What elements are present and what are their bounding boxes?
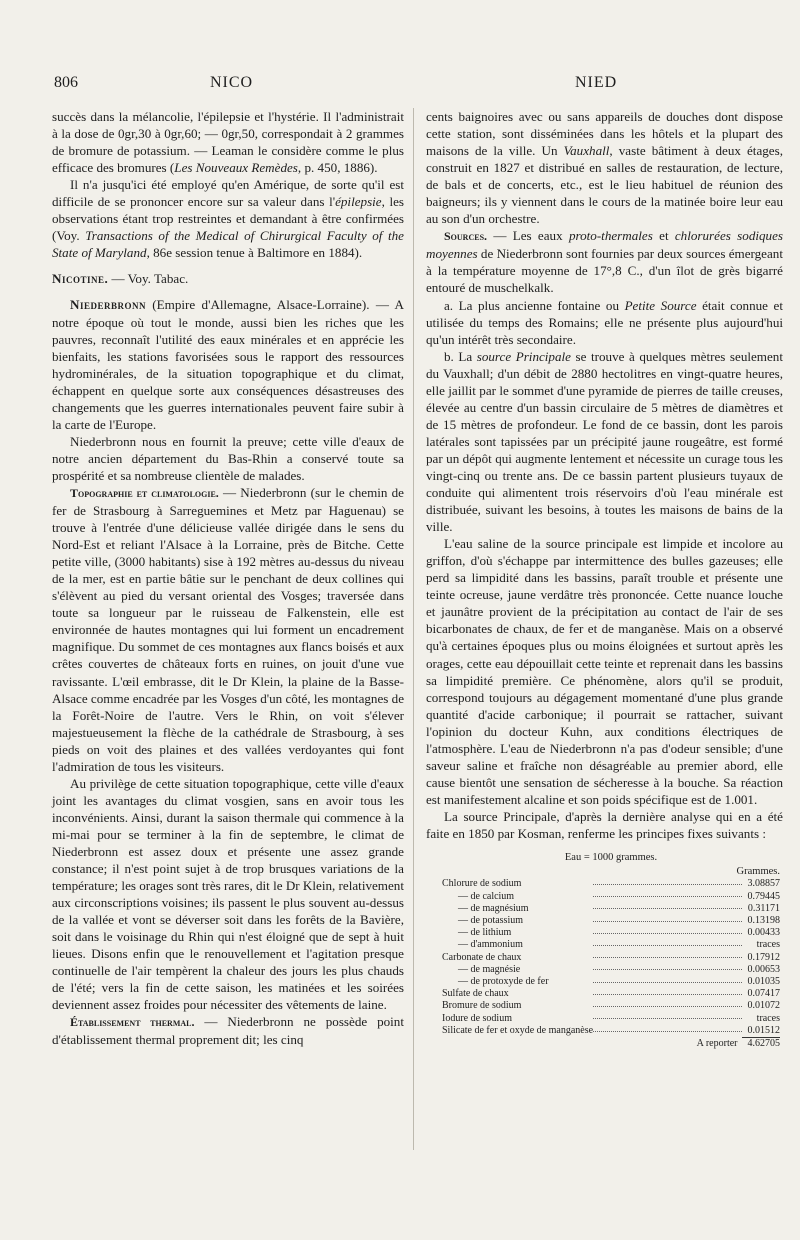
entry-niederbronn: Niederbronn (Empire d'Allemagne, Alsace-Lorraine). — A notre époque où tout le monde, aussi bien les riches que les pauvres, reconnaît l'utilité des eaux minérales et en apprécie les bienfaits, les stations favorisées sous le rapport des ressources hydrominérales, de la situation topographique et du climat, échappent en quelque sorte aux conséquences désastreuses des changements que les guerres internationales peuvent faire subir à la carte de l'Europe. <box>52 297 404 432</box>
leader-dots <box>593 921 741 922</box>
composition-row <box>442 878 780 890</box>
composition-leader-dots <box>593 1000 741 1012</box>
composition-substance: — de calcium <box>458 890 515 902</box>
composition-row <box>442 976 780 988</box>
paragraph-preuve: Niederbronn nous en fournit la preuve; cette ville d'eaux de notre ancien département du Bas-Rhin a conservé toute sa prospérité et sa nombreuse clientèle de malades. <box>52 433 404 483</box>
composition-substance: Iodure de sodium <box>442 1012 512 1024</box>
paragraph-amerique: Il n'a jusqu'ici été employé qu'en Amérique, de sorte qu'il est difficile de se prononcer encore sur sa valeur dans l'épilepsie, les observations étant trop restreintes et demandant à être confirmées (Voy. Transactions of the Medical of Chirurgical Faculty of the State of Maryland, 86e session tenue à Baltimore en 1884). <box>52 177 404 261</box>
composition-substance: — d'ammonium <box>458 939 523 951</box>
composition-row <box>442 988 780 1000</box>
section-topographie: Topographie et climatologie. — Niederbronn (sur le chemin de fer de Strasbourg à Sarreguemines et Metz par Haguenau) se trouve à l'entrée d'une délicieuse vallée dirigée dans le sens du Nord-Est et reliant l'Alsace à la Lorraine, près de Bitche. Cette petite ville, (3000 habitants) sise à 192 mètres au-dessus du niveau de la mer, est en partie bâtie sur le penchant de deux collines qui s'élèvent au pied du versant oriental des Vosges; traversée dans toute sa longueur par le ruisseau de Falkenstein, elle est environnée de hautes montagnes qui lui forment un encadrement magnifique. Du sommet de ces montagnes aux flancs boisés et aux crêtes couvertes de châteaux forts en ruines, on jouit d'une vue ravissante. L'œil embrasse, dit le Dr Klein, la plaine de la Basse-Alsace comme encadrée par les Vosges d'un côté, les montagnes de la Forêt-Noire de l'autre. Vers le Rhin, on voit s'élever majestueusement la flèche de la cathédrale de Strasbourg, à ses pieds on voit des plaines et des vallées verdoyantes qui font l'admiration de tous les visiteurs. <box>52 484 405 774</box>
composition-row <box>442 952 780 964</box>
composition-row <box>442 1025 780 1038</box>
composition-substance: Carbonate de chaux <box>442 951 522 963</box>
composition-value: 0.01035 <box>747 976 780 988</box>
leader-dots <box>593 945 741 946</box>
paragraph-source-principale: b. La source Principale se trouve à quelques mètres seulement du Vauxhall; d'un débit de 2880 hectolitres en vingt-quatre heures, elle jaillit par le sommet d'une pyramide de pierres de taille creuses, élevée au centre d'un bassin circulaire de 5 mètres de diamètres et de 15 mètres de profondeur. Le fond de ce bassin, dont les parois latérales sont tapissées par un précipité jaune rougeâtre, est formé par un dépôt qui augmente lentement et nécessite un curage tous les vingt-cinq ou trente ans. De ce bassin partent plusieurs tuyaux de conduite qui alimentent trois réservoirs d'où l'eau minérale est distribuée, suivant les besoins, à toutes les maisons de bains de la ville. <box>426 348 783 535</box>
leader-dots <box>593 1006 741 1007</box>
composition-total-value: 4.62705 <box>742 1038 781 1051</box>
composition-leader-dots <box>593 927 741 939</box>
composition-value: 0.31171 <box>747 902 780 914</box>
paragraph-eau-saline: L'eau saline de la source principale est limpide et incolore au griffon, d'où s'échappe par intermittence des bulles gazeuses; elle perd sa limpidité dans les bassins, paraît trouble et présente une teinte ocreuse, jaune verdâtre très prononcée. Cette nuance louche et jaunâtre provient de la précipitation au contact de l'air de ses bicarbonates de chaux, de fer et de manganèse. Mais on a observé qu'à certaines époques plus ou moins éloignées et surtout après les orages, cette eau dépouillait cette teinte et reprenait dans les bassins sa limpidité première. Ce phénomène, alors qu'il se produit, correspond toujours au dégagement momentané d'une plus grande quantité d'acide carbonique; il pourrait se rattacher, suivant l'opinion du docteur Kuhn, aux conditions électriques de l'atmosphère. L'eau de Niederbronn n'a pas d'odeur sensible; d'une saveur saline et fraîche non désagréable au premier abord, elle cause bientôt une sensation de sécheresse à la bouche. Sa réaction est manifestement alcaline et son poids spécifique est de 1.001. <box>426 536 783 807</box>
section-heading-sources: Sources. <box>444 229 488 244</box>
composition-row <box>442 891 780 903</box>
paragraph-analyse: La source Principale, d'après la dernière analyse qui en a été faite en 1850 par Kosman, renferme les principes fixes suivants : <box>426 808 783 841</box>
composition-row <box>442 927 780 939</box>
paragraph-vauxhall: cents baignoires avec ou sans appareils de douches dont dispose cette station, sont disséminées dans les hôtels et la plupart des maisons de la ville. Un Vauxhall, vaste bâtiment à deux étages, construit en 1827 et distribué en salles de restauration, de lecture, de bals et de concerts, etc., est le lieu habituel de réunion des baigneurs; ils y viennent dans le cours de la matinée boire leur eau au son d'un orchestre. <box>426 109 783 227</box>
composition-unit-header: Grammes. <box>736 866 780 878</box>
composition-row <box>442 1000 780 1012</box>
leader-dots <box>593 884 741 885</box>
composition-row <box>442 903 780 915</box>
composition-table <box>442 852 780 1050</box>
composition-row <box>442 1013 780 1025</box>
composition-leader-dots <box>593 1013 741 1025</box>
leader-dots <box>593 969 741 970</box>
right-running-title: NIED <box>575 74 618 91</box>
composition-substance: — de potassium <box>458 915 523 927</box>
page-header <box>0 74 800 96</box>
entry-heading-nicotine: Nicotine. <box>52 271 109 287</box>
leader-dots <box>593 957 741 958</box>
paragraph-climat: Au privilège de cette situation topographique, cette ville d'eaux joint les avantages du climat vosgien, sans en avoir tous les inconvénients. Ainsi, durant la saison thermale qui commence à la mi-mai pour se terminer à la fin de septembre, le climat de Niederbronn est assez doux et présente une assez grande constance; il n'est point sujet à de trop brusques variations de la température; les orages sont très rares, dit le Dr Klein, relativement aux circonscriptions voisines; ils passent le plus souvent au-dessus de la vallée et vont se déverser soit dans les forêts de la Bavière, soit dans le voisinage du Rhin qui n'est éloigné que de sept à huit lieues. Disons enfin que le renouvellement et l'agitation presque continuelle de l'air tempèrent la chaleur des jours les plus chauds de l'été; vers la fin de cette saison, les matinées et les soirées deviennent assez froides pour nécessiter des vêtements de laine. <box>52 775 404 1013</box>
right-column <box>426 108 783 1050</box>
section-heading-etablissement: Établissement thermal. <box>70 1015 195 1030</box>
composition-leader-dots <box>593 891 741 903</box>
composition-leader-dots <box>593 915 741 927</box>
composition-value: traces <box>756 939 780 951</box>
composition-leader-dots <box>593 1025 741 1038</box>
left-column <box>52 108 404 1049</box>
leader-dots <box>593 994 741 995</box>
leader-dots <box>593 1018 741 1019</box>
composition-caption: Eau = 1000 grammes. <box>564 852 658 864</box>
leader-dots <box>593 1031 741 1032</box>
entry-nicotine: Nicotine. — Voy. Tabac. <box>52 271 189 287</box>
composition-substance: — de protoxyde de fer <box>458 976 549 988</box>
composition-substance: Sulfate de chaux <box>442 988 509 1000</box>
composition-value: traces <box>756 1012 780 1024</box>
composition-leader-dots <box>593 878 741 890</box>
left-running-title: NICO <box>210 74 254 91</box>
leader-dots <box>593 982 741 983</box>
leader-dots <box>593 908 741 909</box>
page-number: 806 <box>54 74 78 91</box>
composition-substance: Silicate de fer et oxyde de manganèse <box>442 1025 594 1037</box>
composition-value: 0.00653 <box>747 963 780 975</box>
composition-leader-dots <box>593 952 741 964</box>
composition-value: 3.08857 <box>747 878 780 890</box>
composition-value: 0.13198 <box>747 915 780 927</box>
composition-total-row <box>442 1038 780 1051</box>
composition-substance: — de magnésium <box>458 902 529 914</box>
composition-value: 0.17912 <box>747 951 780 963</box>
paragraph-bromure: succès dans la mélancolie, l'épilepsie et l'hystérie. Il l'administrait à la dose de 0gr,30 à 0gr,60; — 0gr,50, correspondait à 2 grammes de bromure de potassium. — Leaman le considère comme le plus efficace des bromures (Les Nouveaux Remèdes, p. 450, 1886). <box>52 109 404 176</box>
section-sources: Sources. — Les eaux proto-thermales et chlorurées sodiques moyennes de Niederbronn sont fournies par deux sources émergeant à la température moyenne de 17°,8 C., d'un îlot de grès bigarré entouré de muschelkalk. <box>426 228 784 296</box>
section-etablissement: Établissement thermal. — Niederbronn ne possède point d'établissement thermal proprement dit; les cinq <box>52 1014 404 1048</box>
column-divider <box>413 108 414 1150</box>
composition-value: 0.00433 <box>747 927 780 939</box>
paragraph-petite-source: a. La plus ancienne fontaine ou Petite Source était connue et utilisée du temps des Romains; elle ne présente plus aujourd'hui qu'un intérêt très secondaire. <box>426 297 783 347</box>
composition-value: 0.01072 <box>747 1000 780 1012</box>
composition-value: 0.07417 <box>747 988 780 1000</box>
composition-substance: Bromure de sodium <box>442 1000 522 1012</box>
composition-value: 0.01512 <box>747 1024 780 1036</box>
composition-substance: — de magnésie <box>458 963 521 975</box>
composition-substance: — de lithium <box>458 927 512 939</box>
composition-leader-dots <box>593 988 741 1000</box>
composition-row <box>442 964 780 976</box>
composition-leader-dots <box>593 939 741 951</box>
entry-heading-niederbronn: Niederbronn <box>70 297 146 313</box>
leader-dots <box>593 896 741 897</box>
composition-leader-dots <box>593 976 741 988</box>
composition-row <box>442 939 780 951</box>
composition-value: 0.79445 <box>747 890 780 902</box>
composition-substance: Chlorure de sodium <box>442 878 522 890</box>
composition-leader-dots <box>593 903 741 915</box>
composition-row <box>442 915 780 927</box>
composition-total-label: A reporter <box>696 1037 738 1049</box>
section-heading-topographie: Topographie et climatologie. <box>70 485 219 500</box>
composition-leader-dots <box>593 964 741 976</box>
leader-dots <box>593 933 741 934</box>
